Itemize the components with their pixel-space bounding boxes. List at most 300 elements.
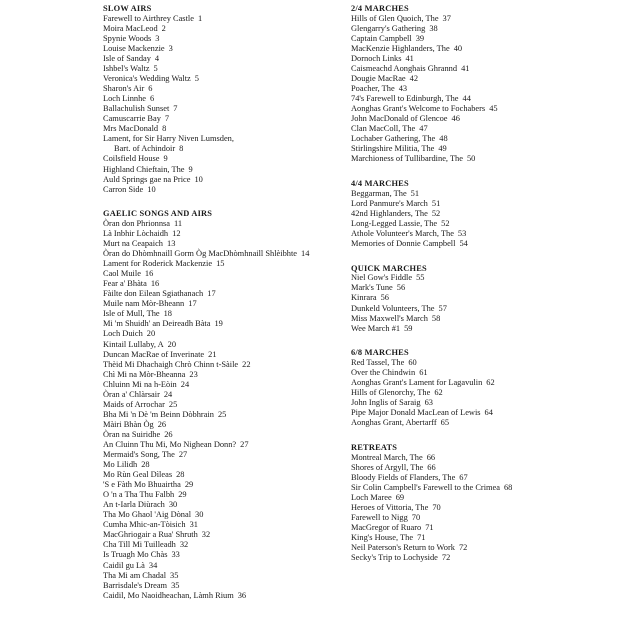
entry-title: Mo Rùn Geal Dìleas xyxy=(103,470,173,480)
contents-entry xyxy=(351,64,621,74)
entry-title: John MacDonald of Glencoe xyxy=(351,114,448,124)
contents-entry xyxy=(103,400,343,410)
contents-entry xyxy=(103,74,343,84)
entry-title: Bart. of Achindoir xyxy=(114,144,176,154)
entry-title: Aonghas Grant, Abertarff xyxy=(351,418,437,428)
contents-entry xyxy=(351,84,621,94)
entry-title: Sir Colin Campbell's Farewell to the Crimea xyxy=(351,482,500,492)
entry-title: Sharon's Air xyxy=(103,84,145,94)
entry-page-number: 61 xyxy=(419,368,428,377)
entry-page-number: 24 xyxy=(180,379,190,389)
contents-entry xyxy=(103,114,343,124)
entry-page-number: 20 xyxy=(167,339,177,349)
entry-page-number: 33 xyxy=(171,550,180,560)
entry-title: Wee March #1 xyxy=(351,323,401,333)
entry-title: Kintail Lullaby, A xyxy=(103,339,164,349)
contents-entry xyxy=(103,561,343,571)
contents-entry xyxy=(103,490,343,500)
entry-page-number: 32 xyxy=(179,540,189,550)
entry-title: Heroes of Vittoria, The xyxy=(351,502,429,512)
entry-page-number: 54 xyxy=(459,239,468,249)
entry-page-number: 8 xyxy=(179,144,184,154)
entry-title: Cha Till Mi Tuilleadh xyxy=(103,540,176,550)
contents-column-left xyxy=(103,4,343,615)
entry-title: Farewell to Airthrey Castle xyxy=(103,13,194,23)
contents-entry xyxy=(351,293,621,303)
entry-title: Ballachulish Sunset xyxy=(103,104,170,114)
entry-page-number: 27 xyxy=(240,439,249,449)
contents-entry xyxy=(103,380,343,390)
entry-title: Clan MacColl, The xyxy=(351,124,416,134)
contents-entry xyxy=(351,24,621,34)
entry-page-number: 55 xyxy=(416,273,425,283)
entry-page-number: 71 xyxy=(417,532,426,542)
entry-page-number: 15 xyxy=(216,259,225,269)
contents-entry xyxy=(351,483,621,493)
entry-title: Chluinn Mi na h-Eòin xyxy=(103,379,177,389)
entry-title: Isle of Mull, The xyxy=(103,309,160,319)
entry-page-number: 45 xyxy=(489,104,498,114)
contents-entry xyxy=(351,553,621,563)
entry-page-number: 47 xyxy=(419,124,428,134)
entry-title: Lochaber Gathering, The xyxy=(351,134,436,144)
entry-title: Òran na Suiridhe xyxy=(103,429,161,439)
entry-page-number: 32 xyxy=(201,530,211,540)
entry-title: Glengarry's Gathering xyxy=(351,23,426,33)
entry-title: O 'n a Tha Thu Falbh xyxy=(103,490,175,500)
entry-page-number: 23 xyxy=(189,369,198,379)
entry-title: Òran do Dhòmhnaill Gorm Òg MacDhòmhnaill Shlèibhte xyxy=(103,249,297,259)
entry-title: Mi 'm Shuidh' an Deireadh Bàta xyxy=(103,319,211,329)
entry-title: Bha Mi 'n Dè 'm Beinn Dòbhrain xyxy=(103,409,214,419)
contents-entry xyxy=(351,314,621,324)
contents-entry xyxy=(103,239,343,249)
contents-entry xyxy=(351,398,621,408)
entry-page-number: 69 xyxy=(395,492,405,502)
entry-page-number: 41 xyxy=(405,53,414,63)
entry-title: Mo Lilidh xyxy=(103,460,138,470)
entry-title: MacGhriogair a Rua' Shruth xyxy=(103,530,198,540)
entry-title: Kinrara xyxy=(351,293,377,303)
entry-page-number: 6 xyxy=(148,84,153,94)
entry-title: Farewell to Nigg xyxy=(351,512,408,522)
contents-entry xyxy=(351,74,621,84)
entry-title: Là Inbhir Lòchaidh xyxy=(103,228,169,238)
contents-entry xyxy=(351,229,621,239)
contents-entry xyxy=(103,144,343,154)
contents-entry xyxy=(351,144,621,154)
entry-title: Loch Maree xyxy=(351,492,392,502)
entry-page-number: 2 xyxy=(161,23,166,33)
contents-entry xyxy=(103,54,343,64)
entry-page-number: 25 xyxy=(217,409,227,419)
entry-title: Mermaid's Song, The xyxy=(103,450,175,460)
entry-page-number: 37 xyxy=(442,13,451,23)
entry-title: Neil Paterson's Return to Work xyxy=(351,543,455,552)
entry-page-number: 9 xyxy=(188,164,193,174)
section-heading: QUICK MARCHES xyxy=(351,263,427,273)
entry-page-number: 59 xyxy=(404,323,413,333)
entry-page-number: 67 xyxy=(459,472,468,482)
entry-title: Bloody Fields of Flanders, The xyxy=(351,472,456,482)
contents-entry xyxy=(103,340,343,350)
contents-entry xyxy=(351,408,621,418)
entry-page-number: 42 xyxy=(409,74,419,84)
entry-title: Lament for Roderick Mackenzie xyxy=(103,259,213,269)
entry-page-number: 21 xyxy=(208,349,217,359)
entry-page-number: 71 xyxy=(425,522,434,532)
entry-title: Mrs MacDonald xyxy=(103,124,159,134)
entry-title: Carron Side xyxy=(103,184,144,194)
contents-entry xyxy=(103,64,343,74)
entry-title: Louise Mackenzie xyxy=(103,43,165,53)
entry-title: An t-Iarla Diùrach xyxy=(103,500,165,510)
entry-page-number: 72 xyxy=(458,543,468,552)
contents-entry xyxy=(103,350,343,360)
entry-page-number: 70 xyxy=(411,512,421,522)
entry-title: 42nd Highlanders, The xyxy=(351,208,428,218)
contents-entry xyxy=(351,368,621,378)
entry-title: Òran a' Chlàrsair xyxy=(103,389,160,399)
entry-title: Loch Duich xyxy=(103,329,143,339)
entry-page-number: 52 xyxy=(431,208,441,218)
entry-page-number: 35 xyxy=(171,580,180,590)
entry-title: Loch Linnhe xyxy=(103,94,147,104)
contents-entry xyxy=(351,453,621,463)
contents-entry xyxy=(103,185,343,195)
contents-entry xyxy=(103,134,343,144)
entry-page-number: 35 xyxy=(170,570,179,580)
contents-entry xyxy=(103,219,343,229)
entry-page-number: 12 xyxy=(172,228,181,238)
entry-page-number: 13 xyxy=(167,239,176,249)
contents-entry xyxy=(103,500,343,510)
entry-page-number: 24 xyxy=(163,389,173,399)
entry-page-number: 16 xyxy=(150,279,160,289)
entry-title: Miss Maxwell's March xyxy=(351,313,428,323)
section-heading: 4/4 MARCHES xyxy=(351,179,409,188)
contents-entry xyxy=(103,550,343,560)
entry-title: Caidil, Mo Naoidheachan, Làmh Rium xyxy=(103,590,234,600)
entry-title: Fear a' Bhàta xyxy=(103,279,147,289)
contents-section xyxy=(351,348,621,428)
contents-entry xyxy=(351,104,621,114)
entry-page-number: 29 xyxy=(178,490,187,500)
contents-entry xyxy=(103,360,343,370)
entry-page-number: 26 xyxy=(164,429,173,439)
entry-page-number: 41 xyxy=(461,64,470,74)
contents-entry xyxy=(351,463,621,473)
contents-entry xyxy=(103,154,343,164)
contents-entry xyxy=(103,430,343,440)
entry-title: Lament, for Sir Harry Niven Lumsden, xyxy=(103,134,234,144)
entry-page-number: 3 xyxy=(155,33,160,43)
entry-page-number: 63 xyxy=(424,398,433,408)
entry-page-number: 1 xyxy=(197,13,203,23)
entry-title: Memories of Donnie Campbell xyxy=(351,239,456,249)
entry-title: Isle of Sanday xyxy=(103,53,151,63)
section-heading: SLOW AIRS xyxy=(103,4,152,13)
contents-entry xyxy=(103,175,343,185)
entry-title: 74's Farewell to Edinburgh, The xyxy=(351,94,459,104)
contents-entry xyxy=(103,460,343,470)
entry-title: Poacher, The xyxy=(351,84,395,94)
entry-title: Pipe Major Donald MacLean of Lewis xyxy=(351,408,481,418)
entry-page-number: 18 xyxy=(163,309,172,319)
contents-entry xyxy=(103,229,343,239)
entry-title: Dornoch Links xyxy=(351,53,402,63)
entry-title: Duncan MacRae of Inverinate xyxy=(103,349,205,359)
contents-entry xyxy=(351,124,621,134)
contents-entry xyxy=(103,581,343,591)
entry-page-number: 72 xyxy=(441,553,451,563)
entry-page-number: 29 xyxy=(184,480,194,490)
entry-page-number: 46 xyxy=(451,114,460,124)
entry-page-number: 43 xyxy=(398,84,408,94)
contents-entry xyxy=(103,540,343,550)
entry-title: Caol Muile xyxy=(103,269,141,279)
entry-page-number: 30 xyxy=(195,510,204,520)
contents-entry xyxy=(351,283,621,293)
entry-title: Aonghas Grant's Lament for Lagavulin xyxy=(351,378,483,388)
contents-section xyxy=(351,443,621,563)
entry-title: Fàilte don Eilean Sgiathanach xyxy=(103,289,204,299)
entry-page-number: 68 xyxy=(503,482,513,492)
entry-title: Caidil gu Là xyxy=(103,560,145,570)
entry-page-number: 3 xyxy=(168,43,173,53)
contents-entry xyxy=(103,470,343,480)
entry-title: Hills of Glenorchy, The xyxy=(351,388,431,398)
contents-entry xyxy=(351,523,621,533)
entry-page-number: 49 xyxy=(438,144,447,154)
contents-entry xyxy=(103,104,343,114)
entry-page-number: 9 xyxy=(163,154,168,164)
entry-page-number: 17 xyxy=(207,289,216,299)
entry-page-number: 11 xyxy=(174,218,183,228)
entry-title: An Cluinn Thu Mi, Mo Nighean Donn? xyxy=(103,439,237,449)
entry-title: Hills of Glen Quoich, The xyxy=(351,13,439,23)
entry-title: Is Truagh Mo Chàs xyxy=(103,550,168,560)
entry-title: Aonghas Grant's Welcome to Fochabers xyxy=(351,104,486,114)
entry-page-number: 10 xyxy=(147,184,156,194)
entry-title: Ishbel's Waltz xyxy=(103,64,150,74)
entry-title: King's House, The xyxy=(351,532,414,542)
entry-title: Chì Mi na Mòr-Bheanna xyxy=(103,369,186,379)
contents-section xyxy=(351,179,621,249)
entry-title: Stirlingshire Militia, The xyxy=(351,144,435,154)
contents-entry xyxy=(351,199,621,209)
entry-title: MacGregor of Ruaro xyxy=(351,522,422,532)
entry-page-number: 60 xyxy=(408,357,417,367)
contents-entry xyxy=(351,94,621,104)
entry-page-number: 38 xyxy=(429,23,438,33)
entry-title: Niel Gow's Fiddle xyxy=(351,273,413,283)
contents-entry xyxy=(103,259,343,269)
contents-entry xyxy=(351,473,621,483)
entry-title: Muile nam Mòr-Bheann xyxy=(103,299,185,309)
entry-page-number: 20 xyxy=(146,329,156,339)
contents-entry xyxy=(103,571,343,581)
entry-page-number: 7 xyxy=(173,104,178,114)
entry-page-number: 25 xyxy=(168,399,178,409)
entry-page-number: 30 xyxy=(168,500,178,510)
contents-entry xyxy=(351,304,621,314)
contents-entry xyxy=(103,309,343,319)
contents-section xyxy=(351,264,621,334)
contents-entry xyxy=(103,319,343,329)
contents-entry xyxy=(351,209,621,219)
entry-page-number: 19 xyxy=(214,319,223,329)
entry-title: 'S e Fàth Mo Bhuairtha xyxy=(103,480,181,490)
contents-entry xyxy=(103,450,343,460)
contents-entry xyxy=(351,513,621,523)
entry-page-number: 53 xyxy=(457,228,467,238)
contents-entry xyxy=(103,591,343,601)
entry-title: Tha Mi am Chadal xyxy=(103,570,167,580)
entry-title: Cumha Mhic-an-Tòisich xyxy=(103,520,186,530)
entry-title: Maids of Arrochar xyxy=(103,399,165,409)
entry-page-number: 70 xyxy=(432,502,441,512)
entry-title: Caismeachd Aonghais Ghrannd xyxy=(351,64,458,74)
contents-entry xyxy=(103,510,343,520)
entry-page-number: 51 xyxy=(410,188,420,198)
contents-entry xyxy=(103,44,343,54)
contents-entry xyxy=(351,493,621,503)
entry-page-number: 39 xyxy=(415,33,425,43)
contents-entry xyxy=(351,134,621,144)
contents-entry xyxy=(351,14,621,24)
entry-title: Thèid Mi Dhachaigh Chrò Chinn t-Sàile xyxy=(103,359,239,369)
entry-title: Lord Panmure's March xyxy=(351,198,428,208)
entry-page-number: 56 xyxy=(396,283,406,293)
section-heading: 2/4 MARCHES xyxy=(351,4,409,13)
contents-entry xyxy=(103,520,343,530)
entry-title: Mark's Tune xyxy=(351,283,393,293)
contents-entry xyxy=(351,533,621,543)
entry-page-number: 48 xyxy=(439,134,448,144)
contents-entry xyxy=(103,84,343,94)
entry-page-number: 5 xyxy=(194,74,199,84)
entry-title: Highland Chieftain, The xyxy=(103,164,185,174)
contents-entry xyxy=(103,165,343,175)
entry-page-number: 66 xyxy=(426,452,436,462)
entry-page-number: 40 xyxy=(453,43,463,53)
entry-title: Dunkeld Volunteers, The xyxy=(351,303,435,313)
entry-page-number: 26 xyxy=(157,419,167,429)
contents-column-right xyxy=(351,4,621,578)
entry-title: Long-Legged Lassie, The xyxy=(351,218,438,228)
entry-title: Moira MacLeod xyxy=(103,23,158,33)
entry-page-number: 10 xyxy=(194,174,203,184)
entry-page-number: 16 xyxy=(144,269,154,279)
contents-entry xyxy=(103,480,343,490)
entry-page-number: 65 xyxy=(440,418,450,428)
entry-title: Murt na Ceapaich xyxy=(103,239,163,249)
entry-page-number: 4 xyxy=(154,53,160,63)
contents-entry xyxy=(351,543,621,553)
entry-page-number: 64 xyxy=(484,408,493,418)
entry-title: Captain Campbell xyxy=(351,33,412,43)
section-heading: 6/8 MARCHES xyxy=(351,348,409,358)
entry-page-number: 31 xyxy=(189,520,198,530)
contents-entry xyxy=(103,390,343,400)
contents-entry xyxy=(103,289,343,299)
entry-title: Spynie Woods xyxy=(103,33,152,43)
contents-entry xyxy=(103,329,343,339)
section-heading: GAELIC SONGS AND AIRS xyxy=(103,209,213,219)
entry-title: John Inglis of Saraig xyxy=(351,398,421,408)
contents-entry xyxy=(351,239,621,249)
entry-page-number: 34 xyxy=(148,560,158,570)
entry-title: Beggarman, The xyxy=(351,188,407,198)
contents-entry xyxy=(103,530,343,540)
entry-title: Tha Mo Ghaol 'Aig Dònal xyxy=(103,510,192,520)
contents-entry xyxy=(103,94,343,104)
contents-entry xyxy=(103,14,343,24)
entry-page-number: 57 xyxy=(438,303,447,313)
entry-page-number: 52 xyxy=(441,218,450,228)
entry-title: MacKenzie Highlanders, The xyxy=(351,43,450,53)
contents-section xyxy=(351,4,621,165)
contents-entry xyxy=(103,440,343,450)
entry-title: Camuscarrie Bay xyxy=(103,114,161,124)
entry-page-number: 58 xyxy=(431,313,441,323)
entry-page-number: 62 xyxy=(486,378,495,388)
contents-entry xyxy=(103,299,343,309)
contents-entry xyxy=(351,114,621,124)
entry-title: Coilsfield House xyxy=(103,154,160,164)
entry-page-number: 28 xyxy=(141,460,150,470)
contents-entry xyxy=(351,189,621,199)
entry-page-number: 22 xyxy=(242,359,251,369)
section-heading: RETREATS xyxy=(351,442,398,452)
entry-title: Barrisdale's Dream xyxy=(103,580,168,590)
contents-entry xyxy=(103,249,343,259)
contents-entry xyxy=(351,54,621,64)
contents-entry xyxy=(351,378,621,388)
contents-entry xyxy=(351,418,621,428)
entry-page-number: 44 xyxy=(462,94,471,104)
entry-page-number: 56 xyxy=(380,293,389,303)
entry-page-number: 5 xyxy=(153,64,158,74)
contents-entry xyxy=(103,370,343,380)
entry-page-number: 27 xyxy=(178,450,188,460)
entry-title: Shores of Argyll, The xyxy=(351,462,424,472)
contents-entry xyxy=(103,410,343,420)
contents-entry xyxy=(103,279,343,289)
contents-section xyxy=(103,4,343,195)
entry-page-number: 6 xyxy=(150,94,155,104)
entry-page-number: 17 xyxy=(188,299,197,309)
entry-title: Over the Chindwin xyxy=(351,368,416,377)
entry-page-number: 66 xyxy=(427,462,436,472)
contents-entry xyxy=(103,269,343,279)
entry-page-number: 62 xyxy=(434,388,443,398)
contents-entry xyxy=(351,358,621,368)
entry-page-number: 28 xyxy=(176,470,185,480)
entry-page-number: 7 xyxy=(164,114,170,124)
entry-title: Òran don Phrionnsa xyxy=(103,218,170,228)
entry-title: Secky's Trip to Lochyside xyxy=(351,553,438,563)
entry-title: Athole Volunteer's March, The xyxy=(351,228,454,238)
entry-title: Red Tassel, The xyxy=(351,357,405,367)
contents-entry xyxy=(103,124,343,134)
entry-page-number: 14 xyxy=(301,249,310,259)
entry-title: Veronica's Wedding Waltz xyxy=(103,74,191,84)
entry-page-number: 51 xyxy=(431,198,441,208)
contents-entry xyxy=(103,34,343,44)
contents-section xyxy=(103,209,343,601)
